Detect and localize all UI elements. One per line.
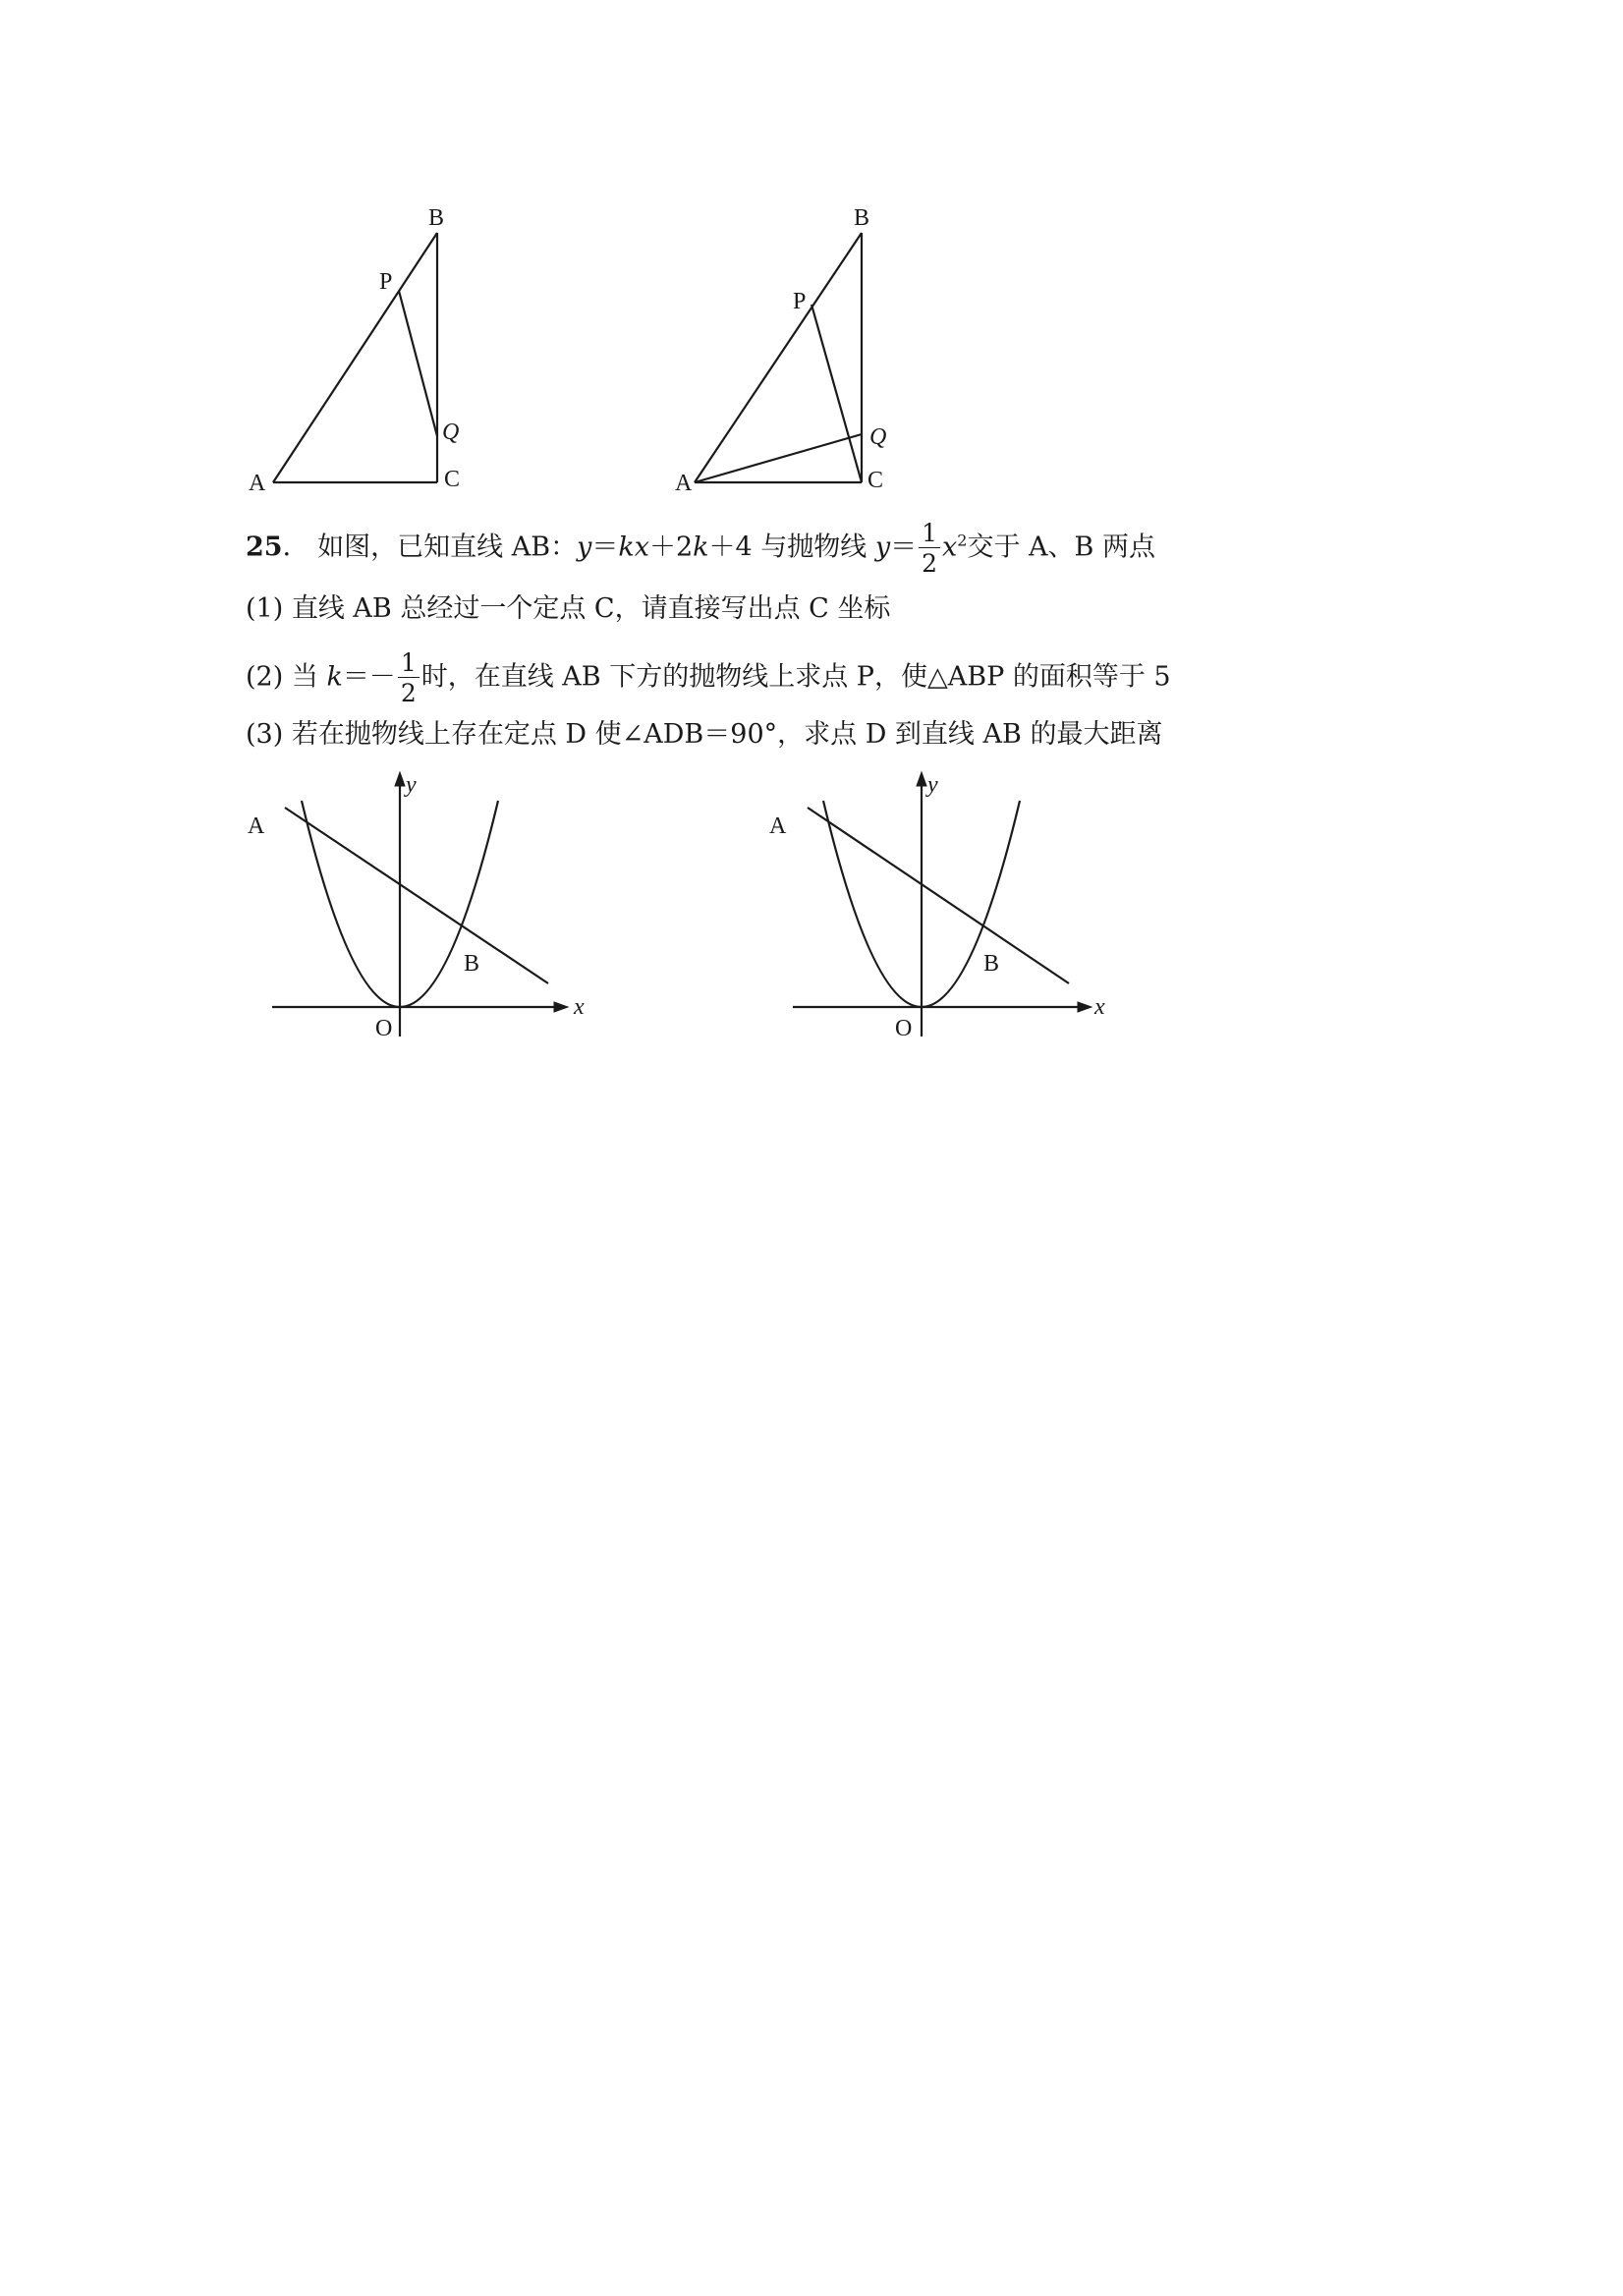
- label-c: C: [867, 468, 884, 493]
- question-2-pre: 当: [291, 661, 327, 693]
- triangle-figure-2: [663, 196, 909, 501]
- label-x: x: [1094, 994, 1105, 1020]
- y-axis-arrow-icon: [917, 772, 926, 786]
- question-2-eq: ＝－: [342, 661, 396, 693]
- triangle-figure-1: [236, 196, 481, 501]
- triangle-figure-2-svg: [663, 196, 909, 501]
- fraction-numerator: 1: [919, 521, 940, 548]
- question-3: [246, 715, 1474, 755]
- question-2-post: 时，在直线 AB 下方的抛物线上求点 P，使△ABP 的面积等于 5: [420, 661, 1171, 693]
- problem-25-stem: [246, 521, 1474, 576]
- label-o: O: [895, 1016, 913, 1041]
- question-2-label: (2): [246, 661, 284, 693]
- line-eq-plus2: ＋4 与抛物线: [708, 532, 875, 563]
- parabola-figure-1-svg: [236, 766, 609, 1051]
- line-ab: [808, 808, 1069, 983]
- parabola-figure-2: [758, 766, 1132, 1051]
- label-q: Q: [442, 420, 460, 445]
- label-q: Q: [869, 424, 887, 450]
- parabola-y: y: [874, 532, 891, 563]
- label-a: A: [249, 471, 266, 496]
- parabola-eq: ＝: [890, 532, 918, 563]
- y-axis-arrow-icon: [395, 772, 405, 786]
- line-eq-kx: kx: [618, 532, 649, 563]
- segment-pc: [812, 305, 862, 482]
- fraction-one-half: [398, 650, 420, 705]
- question-3-label: (3): [246, 719, 284, 750]
- label-a: A: [248, 813, 265, 839]
- triangle-figure-1-svg: [236, 196, 481, 501]
- line-eq-k: k: [693, 532, 709, 563]
- fraction-denominator: 2: [400, 679, 417, 707]
- problem-number-suffix: ．: [282, 532, 309, 563]
- stem-intro: 如图，已知直线 AB：: [317, 532, 578, 563]
- fraction-denominator: 2: [922, 549, 938, 578]
- label-c: C: [444, 467, 461, 492]
- parabola-figure-2-svg: [758, 766, 1132, 1051]
- line-eq-y: y: [577, 532, 592, 563]
- label-p: P: [793, 289, 807, 314]
- problem-number: 25: [246, 532, 283, 563]
- question-3-text: 若在抛物线上存在定点 D 使∠ADB＝90°，求点 D 到直线 AB 的最大距离: [291, 719, 1163, 750]
- segment-ab: [695, 233, 862, 482]
- fraction-one-half: [919, 521, 940, 576]
- parabola-exponent: 2: [957, 531, 968, 550]
- x-axis-arrow-icon: [554, 1002, 568, 1012]
- line-eq-plus1: ＋2: [648, 532, 694, 563]
- parabola-figure-1: [236, 766, 609, 1051]
- stem-tail: 交于 A、B 两点: [967, 532, 1155, 563]
- label-b: B: [854, 205, 870, 231]
- question-1: [246, 589, 1474, 629]
- question-2: [246, 650, 1474, 705]
- label-b: B: [428, 205, 445, 231]
- question-1-text: 直线 AB 总经过一个定点 C，请直接写出点 C 坐标: [291, 593, 891, 624]
- label-y: y: [406, 772, 417, 798]
- segment-ab: [273, 233, 437, 482]
- label-p: P: [379, 269, 393, 295]
- label-o: O: [375, 1016, 393, 1041]
- label-b: B: [464, 951, 480, 977]
- segment-pq: [399, 291, 437, 436]
- label-y: y: [927, 772, 938, 798]
- line-eq-eq: ＝: [591, 532, 619, 563]
- label-x: x: [574, 994, 585, 1020]
- segment-aq: [695, 434, 862, 482]
- label-b: B: [983, 951, 1000, 977]
- parabola-x: x: [942, 532, 958, 563]
- fraction-numerator: 1: [398, 650, 420, 678]
- label-a: A: [769, 813, 787, 839]
- question-1-label: (1): [246, 593, 284, 624]
- x-axis-arrow-icon: [1078, 1002, 1091, 1012]
- question-2-k: k: [326, 661, 343, 693]
- label-a: A: [675, 471, 693, 496]
- line-ab: [285, 808, 548, 983]
